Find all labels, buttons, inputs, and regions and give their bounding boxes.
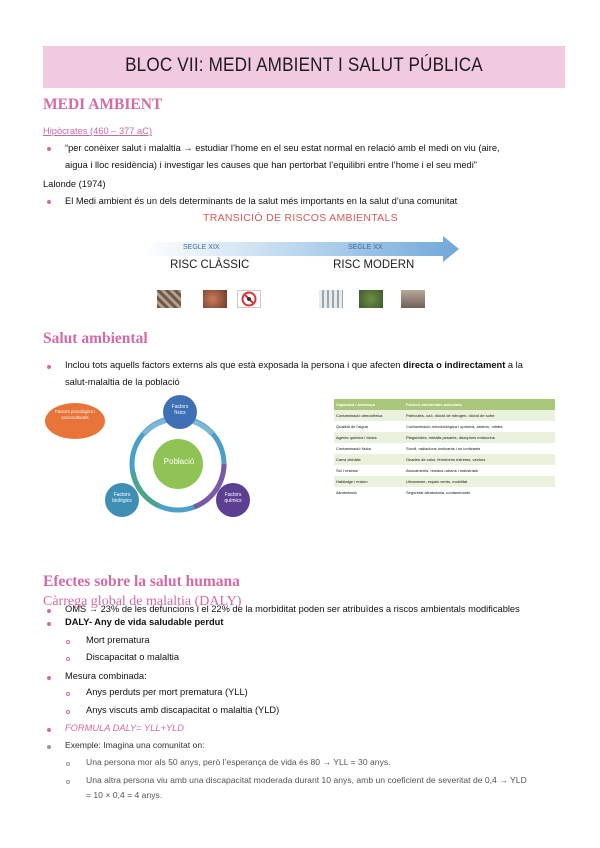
salut-ambiental-text-2: salut-malaltia de la població	[65, 377, 180, 387]
bullet-icon	[47, 728, 51, 732]
era-right: SEGLE XX	[348, 244, 383, 251]
section-title-medi-ambient: MEDI AMBIENT	[43, 96, 163, 113]
table-row: Sòl i residus Abocaments, residus urbans i industrials	[334, 465, 555, 476]
daly-formula: FORMULA DALY= YLL+YLD	[65, 723, 185, 733]
bullet-icon	[47, 676, 51, 680]
diagram-left-label: Factors biològics	[112, 492, 132, 504]
section-title-salut-ambiental: Salut ambiental	[43, 330, 148, 347]
table-row: Qualitat de l'aigua Contaminació microbiològica i química, arsènic, nitrats	[334, 421, 555, 432]
sub-bullet-icon	[66, 780, 70, 784]
risk-transition-figure	[143, 212, 463, 312]
sub-bullet-icon	[66, 710, 70, 714]
bullet-icon	[47, 745, 51, 749]
sub-bullet-icon	[66, 692, 70, 696]
photo-classic-1	[157, 290, 181, 308]
bullet-icon	[47, 365, 51, 369]
sub-bullet-icon	[66, 657, 70, 661]
photo-modern-2	[359, 290, 383, 308]
page-title: BLOC VII: MEDI AMBIENT I SALUT PÚBLICA	[125, 55, 483, 76]
quote-line-1: “per conèixer salut i malaltia → estudiar l’home en el seu estat normal en relació amb el medi on viu (aire,	[65, 143, 500, 153]
yll-text: Anys perduts per mort prematura (YLL)	[86, 687, 248, 697]
example-2: Una altra persona viu amb una discapacitat moderada durant 10 anys, amb un coeficient de severitat de 0,4 → YLD	[86, 775, 527, 785]
daly-definition: DALY- Any de vida saludable perdut	[65, 617, 224, 627]
title-banner	[43, 46, 565, 88]
table-row: Agents químics i tòxics Plaguicides, metalls pesants, disruptors endocrins	[334, 432, 555, 443]
risk-modern-label: RISC MODERN	[333, 257, 415, 271]
bullet-icon	[47, 147, 51, 151]
figure-title: TRANSICIÓ DE RISCOS AMBIENTALS	[203, 212, 398, 224]
diagram-center-label: Població	[163, 457, 195, 466]
bullet-icon	[47, 200, 51, 204]
example-heading: Exemple: Imagina una comunitat on:	[65, 740, 205, 750]
sub-bullet-icon	[66, 762, 70, 766]
daly-heading: Càrrega global de malaltia (DALY)	[43, 594, 242, 609]
environmental-factors-table	[334, 399, 555, 498]
diagram-right-label: Factors químics	[224, 492, 242, 504]
photo-modern-3	[401, 290, 425, 308]
table-header: Capacitat / Amenaça	[336, 402, 375, 407]
salut-ambiental-text-1: Inclou tots aquells factors externs als que està exposada la persona i que afecten directa o indirectament a la	[65, 360, 523, 370]
example-3: = 10 × 0,4 = 4 anys.	[86, 790, 163, 800]
mort-prematura: Mort prematura	[86, 635, 150, 645]
photo-modern-1	[319, 290, 343, 308]
lalonde-text: El Medi ambient és un dels determinants de la salut més importants en la salut d’una comunitat	[65, 196, 458, 206]
table-header: Factors ambientals associats	[406, 402, 462, 407]
quote-line-2: aigua i lloc residència) i investigar les causes que han pertorbat l’equilibri entre l’home i el seu medi”	[65, 160, 477, 170]
discapacitat: Discapacitat o malaltia	[86, 652, 180, 662]
table-row: Habitatge i entorn Urbanisme, espais verds, mobilitat	[334, 476, 555, 487]
bullet-icon	[47, 622, 51, 626]
era-left: SEGLE XIX	[183, 244, 220, 251]
sub-bullet-icon	[66, 640, 70, 644]
photo-classic-2	[203, 290, 227, 308]
diagram-side-label: Factors psicològics i socioculturals	[54, 409, 96, 420]
diagram-top-label: Factors físics	[171, 404, 189, 416]
table-row: Contaminació atmosfèrica Partícules, ozó, diòxid de nitrogen, diòxid de sofre	[334, 410, 555, 421]
oms-text: OMS → 23% de les defuncions i el 22% de la morbiditat poden ser atribuïdes a riscos ambientals modificables	[65, 604, 520, 614]
example-1: Una persona mor als 50 anys, però l’esperança de vida és 80 → YLL = 30 anys.	[86, 757, 391, 767]
risk-classic-label: RISC CLÀSSIC	[170, 257, 250, 271]
lalonde-heading: Lalonde (1974)	[43, 179, 106, 189]
table-row: Contaminació física Soroll, radiacions ionitzants i no ionitzants	[334, 443, 555, 454]
table-row: Alimentació Seguretat alimentària, contaminants	[334, 487, 555, 498]
table-row: Canvi climàtic Onades de calor, fenòmens extrems, vectors	[334, 454, 555, 465]
section-title-efectes: Efectes sobre la salut humana	[43, 573, 240, 590]
mesura-combinada: Mesura combinada:	[65, 671, 147, 681]
no-mosquito-icon	[237, 290, 261, 308]
yld-text: Anys viscuts amb discapacitat o malaltia (YLD)	[86, 705, 280, 715]
hippocrates-heading: Hipòcrates (460 – 377 aC)	[43, 126, 153, 136]
